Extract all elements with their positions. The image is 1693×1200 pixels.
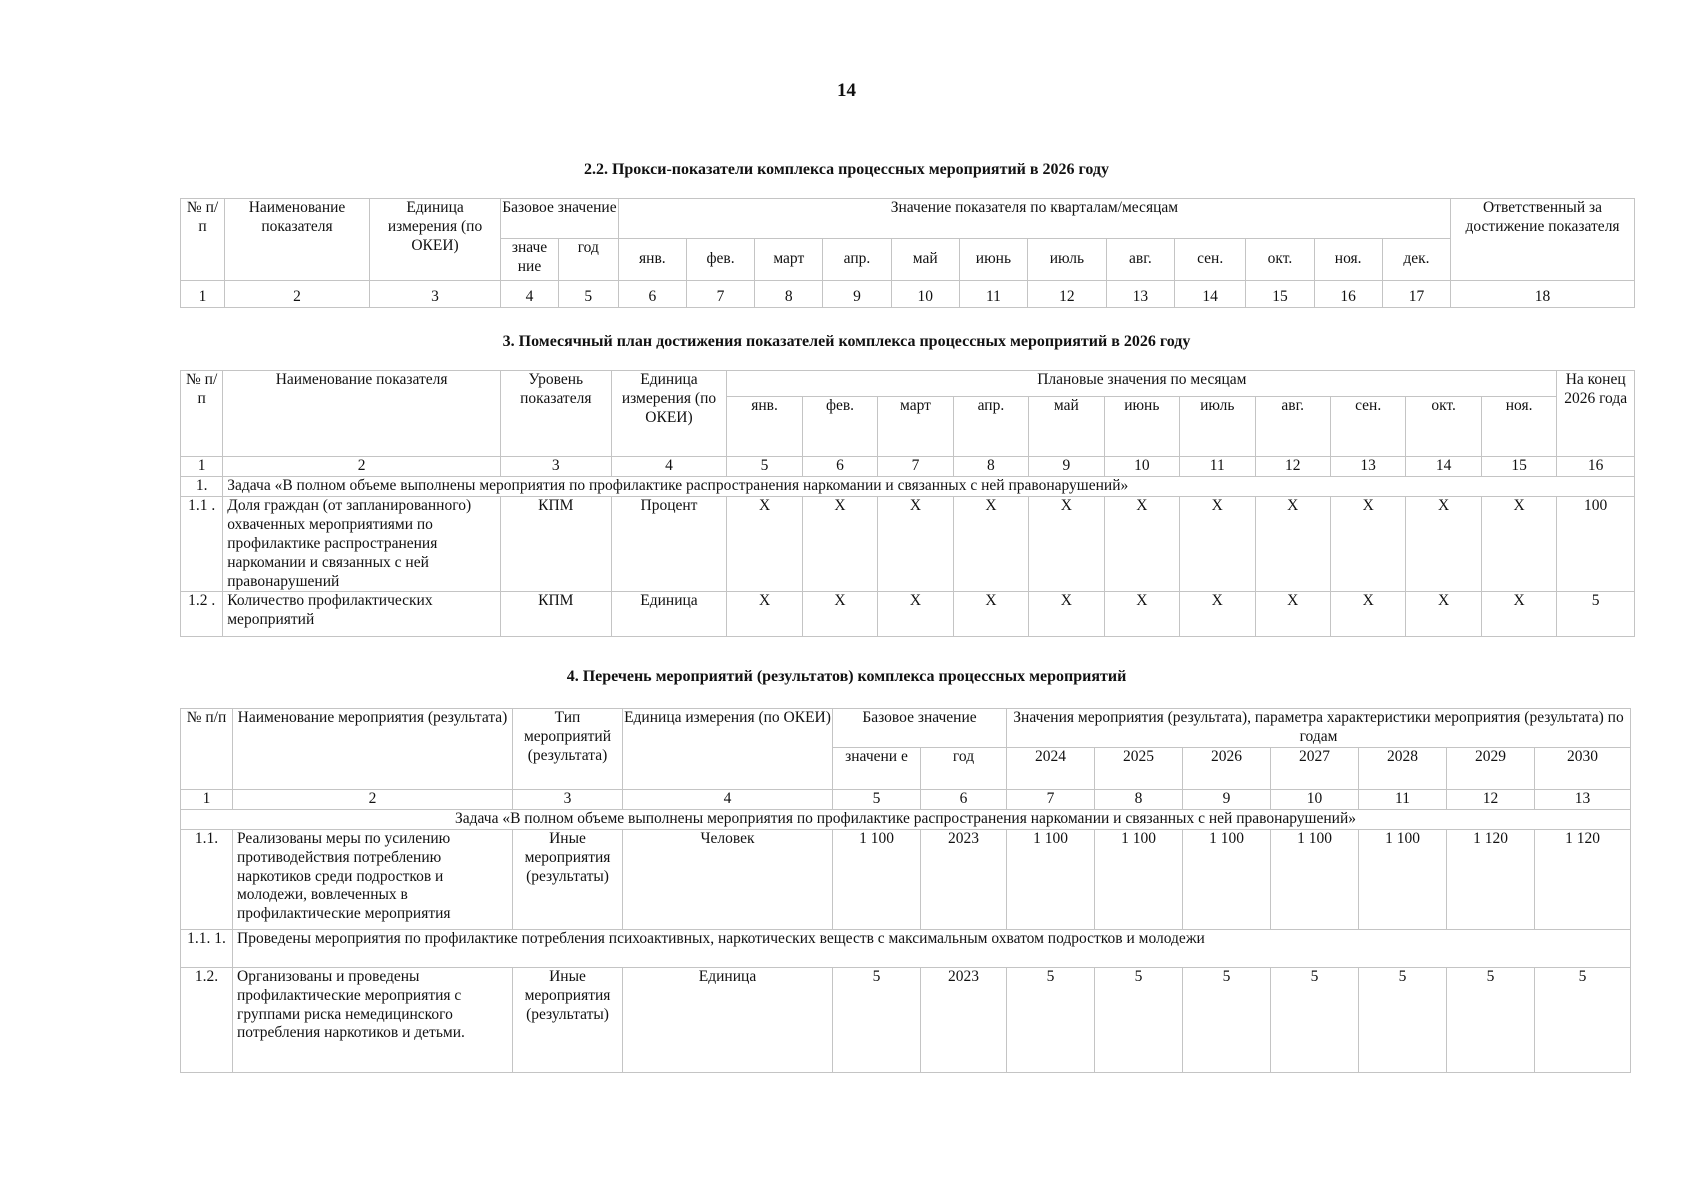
s4-row-base-value: 1 100 — [833, 829, 921, 929]
s4-year-header: 2027 — [1271, 747, 1359, 789]
s4-row-name: Организованы и проведены профилактические мероприятия с группами риска немедицинского потребления наркотиков и детьми. — [233, 967, 513, 1072]
s3-task-number: 1. — [181, 477, 223, 497]
s3-column-number: 9 — [1029, 457, 1104, 477]
s3-month-header: авг. — [1255, 397, 1330, 457]
proxy-indicators-table — [180, 198, 1635, 308]
s4-row-unit: Единица — [623, 967, 833, 1072]
s3-month-header: март — [878, 397, 953, 457]
s22-column-number: 15 — [1246, 281, 1314, 308]
s4-row-number: 1.1. — [181, 829, 233, 929]
s3-column-number: 1 — [181, 457, 223, 477]
s3-column-number: 11 — [1180, 457, 1255, 477]
s4-year-header: 2029 — [1447, 747, 1535, 789]
s3-row-name: Доля граждан (от запланированного) охваченных мероприятиями по профилактике распространения наркомании и связанных с ней правонарушений — [223, 496, 501, 592]
section-4-title: 4. Перечень мероприятий (результатов) комплекса процессных мероприятий — [566, 668, 1127, 685]
s3-row-value: X — [953, 592, 1028, 637]
s4-header-unit: Единица измерения (по ОКЕИ) — [623, 709, 833, 790]
s4-row-number: 1.2. — [181, 967, 233, 1072]
s4-column-number: 6 — [921, 789, 1007, 809]
section-3-title: 3. Помесячный план достижения показателей комплекса процессных мероприятий в 2026 году — [502, 333, 1191, 350]
s3-table-row — [181, 592, 1635, 637]
s4-task-row: Задача «В полном объеме выполнены мероприятия по профилактике распространения наркомании и связанных с ней правонарушений» — [181, 809, 1631, 829]
s3-row-value: X — [1180, 592, 1255, 637]
s22-column-number: 17 — [1382, 281, 1450, 308]
s22-header-number: № п/ п — [181, 199, 225, 281]
s3-table-row — [181, 496, 1635, 592]
s22-month-header: авг. — [1106, 239, 1174, 281]
s4-column-number: 2 — [233, 789, 513, 809]
s3-month-header: янв. — [727, 397, 802, 457]
s22-header-base-year: год — [558, 239, 618, 281]
s3-column-number: 14 — [1406, 457, 1481, 477]
monthly-plan-table — [180, 370, 1635, 637]
s3-row-number: 1.1 . — [181, 496, 223, 592]
s3-row-level: КПМ — [500, 496, 611, 592]
s4-year-header: 2024 — [1007, 747, 1095, 789]
s4-row-name: Реализованы меры по усилению противодействия потреблению наркотиков среди подростков и молодежи, вовлеченных в профилактические мероприятия — [233, 829, 513, 929]
s3-row-value: X — [1255, 496, 1330, 592]
s3-header-plan: Плановые значения по месяцам — [727, 371, 1557, 397]
s4-column-number: 11 — [1359, 789, 1447, 809]
s4-subtask-number: 1.1. 1. — [181, 929, 233, 967]
s22-month-header: апр. — [823, 239, 891, 281]
s3-row-value: X — [1104, 496, 1179, 592]
s22-column-number: 16 — [1314, 281, 1382, 308]
s22-column-number: 12 — [1028, 281, 1107, 308]
s3-row-number: 1.2 . — [181, 592, 223, 637]
s3-row-value: X — [1481, 592, 1556, 637]
s4-year-header: 2030 — [1535, 747, 1631, 789]
s3-task-row: Задача «В полном объеме выполнены мероприятия по профилактике распространения наркомании и связанных с ней правонарушений» — [223, 477, 1635, 497]
s3-row-value: X — [1180, 496, 1255, 592]
s22-header-responsible: Ответственный за достижение показателя — [1451, 199, 1635, 281]
s22-column-number: 18 — [1451, 281, 1635, 308]
s3-row-value: X — [727, 592, 802, 637]
s3-column-number: 4 — [611, 457, 727, 477]
s22-header-unit: Единица измерения (по ОКЕИ) — [369, 199, 500, 281]
s3-row-value: X — [727, 496, 802, 592]
s3-row-value: X — [1481, 496, 1556, 592]
s22-column-number: 14 — [1174, 281, 1245, 308]
s4-row-value: 5 — [1183, 967, 1271, 1072]
s3-column-number: 5 — [727, 457, 802, 477]
s3-column-number: 8 — [953, 457, 1028, 477]
s4-subtask-row — [181, 929, 1631, 967]
s22-header-values: Значение показателя по кварталам/месяцам — [618, 199, 1450, 239]
s22-column-number: 8 — [755, 281, 823, 308]
s4-column-number: 13 — [1535, 789, 1631, 809]
measures-list-table — [180, 708, 1631, 1073]
s22-column-number: 5 — [558, 281, 618, 308]
s4-column-number: 12 — [1447, 789, 1535, 809]
s4-row-value: 1 100 — [1183, 829, 1271, 929]
s4-column-number: 3 — [513, 789, 623, 809]
s22-month-header: ноя. — [1314, 239, 1382, 281]
s22-column-number: 7 — [686, 281, 754, 308]
s4-column-number: 8 — [1095, 789, 1183, 809]
s3-column-number: 3 — [500, 457, 611, 477]
s4-header-values: Значения мероприятия (результата), параметра характеристики мероприятия (результата) по годам — [1007, 709, 1631, 748]
s4-year-header: 2025 — [1095, 747, 1183, 789]
s3-month-header: окт. — [1406, 397, 1481, 457]
s22-month-header: окт. — [1246, 239, 1314, 281]
s4-column-number: 9 — [1183, 789, 1271, 809]
s4-header-name: Наименование мероприятия (результата) — [233, 709, 513, 790]
s4-row-value: 5 — [1095, 967, 1183, 1072]
s3-month-header: май — [1029, 397, 1104, 457]
page-number: 14 — [837, 80, 856, 101]
s22-column-number: 2 — [225, 281, 370, 308]
s22-column-number: 4 — [501, 281, 559, 308]
s3-row-value: X — [1029, 592, 1104, 637]
s22-month-header: июль — [1028, 239, 1107, 281]
s22-month-header: янв. — [618, 239, 686, 281]
s3-month-header: апр. — [953, 397, 1028, 457]
s22-month-header: май — [891, 239, 959, 281]
s22-column-number: 10 — [891, 281, 959, 308]
s3-month-header: июнь — [1104, 397, 1179, 457]
s3-column-number: 2 — [223, 457, 501, 477]
s22-header-base-value: значе ние — [501, 239, 559, 281]
s4-column-number: 4 — [623, 789, 833, 809]
s4-subtask-text: Проведены мероприятия по профилактике потребления психоактивных, наркотических веществ с максимальным охватом подростков и молодежи — [233, 929, 1631, 967]
s4-column-number: 10 — [1271, 789, 1359, 809]
s3-header-unit: Единица измерения (по ОКЕИ) — [611, 371, 727, 457]
s4-header-type: Тип мероприятий (результата) — [513, 709, 623, 790]
s3-row-unit: Процент — [611, 496, 727, 592]
s3-row-value: X — [878, 592, 953, 637]
s4-header-base: Базовое значение — [833, 709, 1007, 748]
s4-row-value: 5 — [1007, 967, 1095, 1072]
s3-column-number: 7 — [878, 457, 953, 477]
s3-row-year-end: 5 — [1557, 592, 1635, 637]
s4-row-value: 5 — [1447, 967, 1535, 1072]
s4-row-value: 1 120 — [1447, 829, 1535, 929]
s3-row-value: X — [802, 592, 877, 637]
s3-month-header: июль — [1180, 397, 1255, 457]
s3-header-level: Уровень показателя — [500, 371, 611, 457]
s3-month-header: сен. — [1330, 397, 1405, 457]
s22-column-number: 11 — [959, 281, 1027, 308]
s4-header-base-year: год — [921, 747, 1007, 789]
s4-row-value: 1 120 — [1535, 829, 1631, 929]
s3-month-header: ноя. — [1481, 397, 1556, 457]
s4-year-header: 2026 — [1183, 747, 1271, 789]
s4-row-value: 1 100 — [1271, 829, 1359, 929]
s4-column-number: 1 — [181, 789, 233, 809]
s4-row-type: Иные мероприятия (результаты) — [513, 967, 623, 1072]
s4-row-type: Иные мероприятия (результаты) — [513, 829, 623, 929]
s3-row-year-end: 100 — [1557, 496, 1635, 592]
s4-row-unit: Человек — [623, 829, 833, 929]
s4-row-value: 1 100 — [1359, 829, 1447, 929]
s4-row-value: 5 — [1535, 967, 1631, 1072]
s3-row-value: X — [1255, 592, 1330, 637]
s3-month-header: фев. — [802, 397, 877, 457]
s3-column-number: 15 — [1481, 457, 1556, 477]
s4-table-row — [181, 967, 1631, 1072]
s4-header-base-value: значени е — [833, 747, 921, 789]
s4-header-number: № п/п — [181, 709, 233, 790]
s3-header-number: № п/ п — [181, 371, 223, 457]
s4-row-value: 5 — [1359, 967, 1447, 1072]
s3-column-number: 6 — [802, 457, 877, 477]
s22-column-number: 3 — [369, 281, 500, 308]
s22-month-header: март — [755, 239, 823, 281]
s3-row-value: X — [802, 496, 877, 592]
s22-header-base: Базовое значение — [501, 199, 619, 239]
s3-column-number: 12 — [1255, 457, 1330, 477]
s3-row-value: X — [1406, 592, 1481, 637]
s4-year-header: 2028 — [1359, 747, 1447, 789]
s3-column-number: 16 — [1557, 457, 1635, 477]
s3-row-value: X — [1406, 496, 1481, 592]
s4-table-row — [181, 829, 1631, 929]
s4-row-value: 1 100 — [1095, 829, 1183, 929]
s22-month-header: июнь — [959, 239, 1027, 281]
s3-header-year-end: На конец 2026 года — [1557, 371, 1635, 457]
s4-row-base-year: 2023 — [921, 829, 1007, 929]
s22-header-name: Наименование показателя — [225, 199, 370, 281]
s3-row-unit: Единица — [611, 592, 727, 637]
section-2-2-title: 2.2. Прокси-показатели комплекса процессных мероприятий в 2026 году — [583, 161, 1110, 178]
s3-row-value: X — [1330, 496, 1405, 592]
s3-row-value: X — [878, 496, 953, 592]
s4-row-value: 1 100 — [1007, 829, 1095, 929]
s3-row-value: X — [1104, 592, 1179, 637]
s22-column-number: 13 — [1106, 281, 1174, 308]
s3-column-number: 10 — [1104, 457, 1179, 477]
s3-row-value: X — [1029, 496, 1104, 592]
s22-column-number: 1 — [181, 281, 225, 308]
s22-column-number: 6 — [618, 281, 686, 308]
s3-header-name: Наименование показателя — [223, 371, 501, 457]
s4-column-number: 7 — [1007, 789, 1095, 809]
s3-row-value: X — [953, 496, 1028, 592]
s4-column-number: 5 — [833, 789, 921, 809]
s22-column-number: 9 — [823, 281, 891, 308]
s3-row-value: X — [1330, 592, 1405, 637]
s4-row-base-value: 5 — [833, 967, 921, 1072]
s22-month-header: дек. — [1382, 239, 1450, 281]
s3-column-number: 13 — [1330, 457, 1405, 477]
s3-row-name: Количество профилактических мероприятий — [223, 592, 501, 637]
s22-month-header: сен. — [1174, 239, 1245, 281]
s22-month-header: фев. — [686, 239, 754, 281]
s4-row-base-year: 2023 — [921, 967, 1007, 1072]
s3-row-level: КПМ — [500, 592, 611, 637]
s4-row-value: 5 — [1271, 967, 1359, 1072]
